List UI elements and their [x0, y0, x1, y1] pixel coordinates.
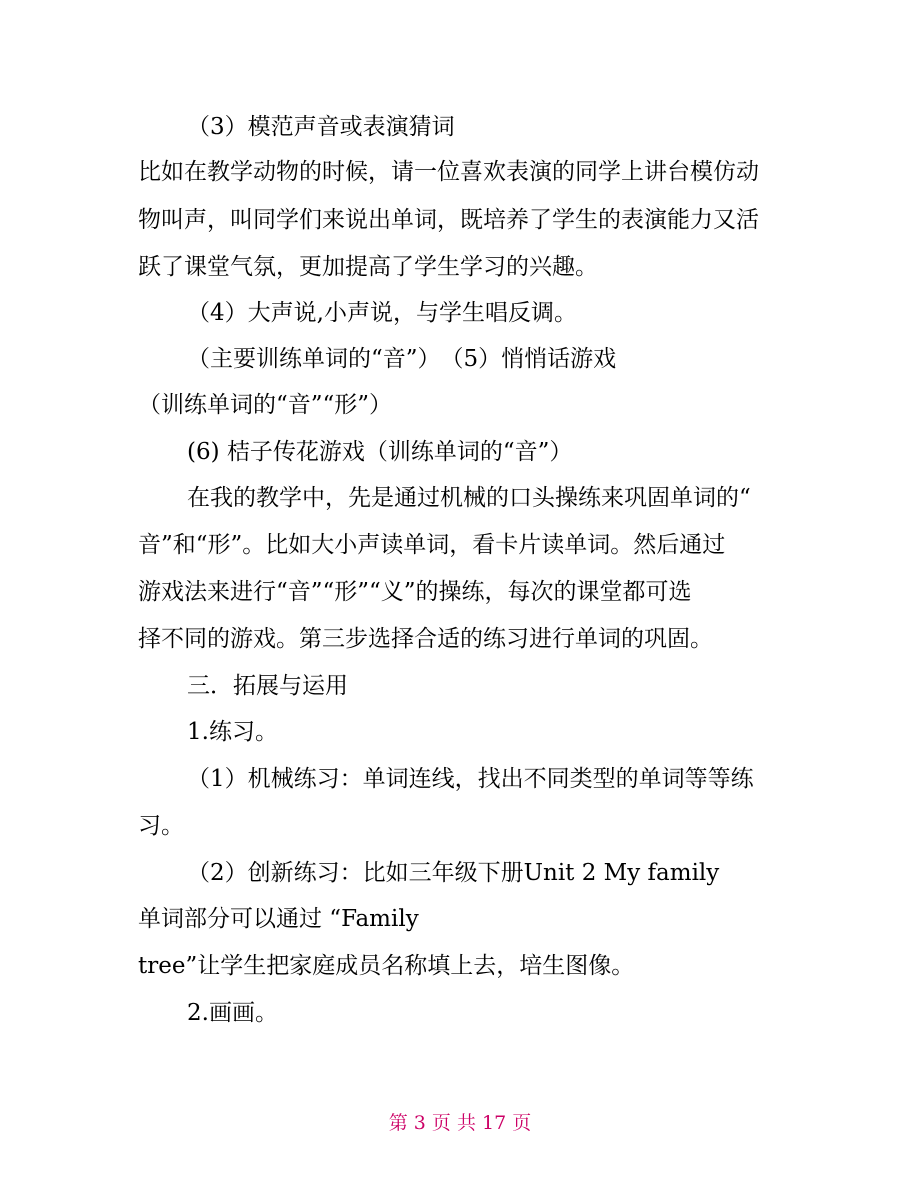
text-line: 习。 — [138, 813, 184, 839]
text-line: 在我的教学中，先是通过机械的口头操练来巩固单词的“ — [187, 485, 751, 511]
text-line: （2）创新练习：比如三年级下册Unit 2 My family — [187, 860, 720, 886]
text-line: 择不同的游戏。第三步选择合适的练习进行单词的巩固。 — [138, 626, 713, 652]
text-line: (6) 桔子传花游戏（训练单词的“音”） — [187, 439, 573, 465]
text-line: 物叫声，叫同学们来说出单词，既培养了学生的表演能力又活 — [138, 207, 759, 233]
page-number-footer: 第 3 页 共 17 页 — [388, 1112, 532, 1134]
text-line: 单词部分可以通过 “Family — [138, 906, 419, 932]
text-line: （1）机械练习：单词连线，找出不同类型的单词等等练 — [187, 766, 754, 792]
text-line: 三．拓展与运用 — [187, 673, 348, 699]
text-line: 2.画画。 — [187, 1000, 278, 1026]
text-line: （3）模范声音或表演猜词 — [187, 114, 455, 140]
text-line: 1.练习。 — [187, 719, 278, 745]
text-line: 跃了课堂气氛，更加提高了学生学习的兴趣。 — [138, 254, 598, 280]
text-line: （4）大声说,小声说，与学生唱反调。 — [187, 300, 577, 326]
text-line: （训练单词的“音”“形”） — [138, 392, 393, 418]
text-line: （主要训练单词的“音”） （5）悄悄话游戏 — [187, 346, 617, 372]
text-line: 音”和“形”。比如大小声读单词，看卡片读单词。然后通过 — [138, 532, 726, 558]
text-line: tree”让学生把家庭成员名称填上去，培生图像。 — [138, 953, 635, 979]
text-line: 游戏法来进行“音”“形”“义”的操练，每次的课堂都可选 — [138, 579, 692, 605]
text-line: 比如在教学动物的时候，请一位喜欢表演的同学上讲台模仿动 — [138, 159, 759, 185]
